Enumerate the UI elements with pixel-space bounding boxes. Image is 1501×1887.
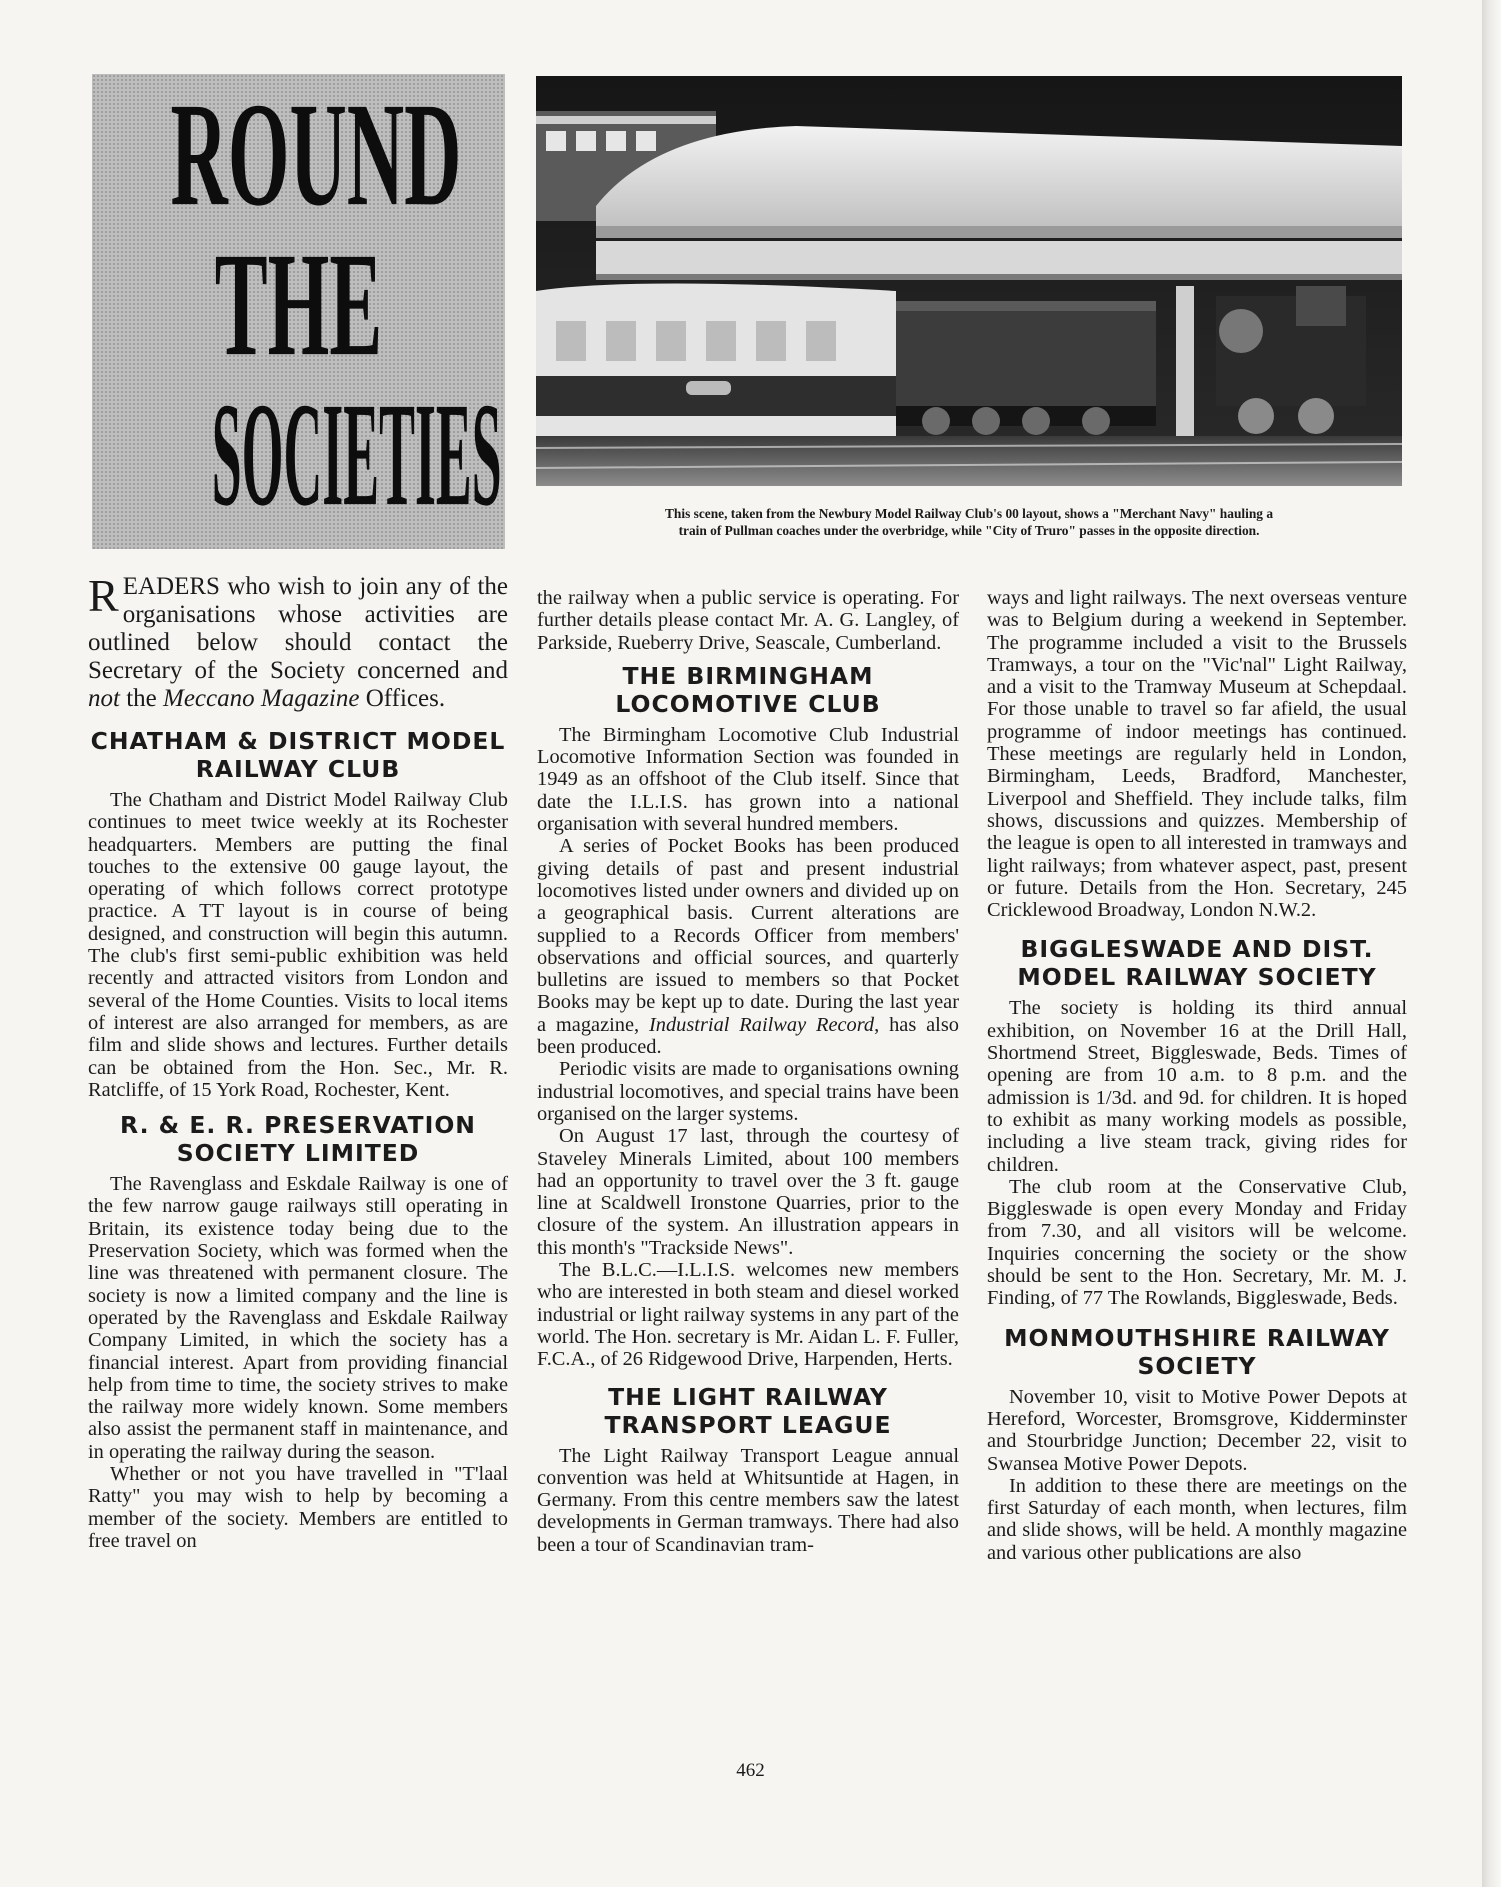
heading-rer: R. & E. R. PRESERVATION SOCIETY LIMITED [120, 1111, 476, 1168]
biggleswade-paragraph-2: The club room at the Conservative Club, Biggleswade is open every Monday and Friday from 7.30, and all visitors will be welcome. Inquiries concerning the society or the show should be sent to the Hon. Secretary, Mr. M. J. Finding, of 77 The Rowlands, Biggleswade, Beds. [987, 1175, 1407, 1310]
monmouthshire-paragraph-2: In addition to these there are meetings on the first Saturday of each month, when lectures, film and slide shows, will be held. A monthly magazine and various other publications are also [987, 1474, 1407, 1564]
birmingham-paragraph-3: Periodic visits are made to organisations owning industrial locomotives, and special trains have been organised on the larger systems. [537, 1058, 959, 1125]
birmingham-paragraph-2 [537, 835, 959, 1058]
birmingham-p2-text-1: A series of Pocket Books has been produced giving details of past and present industrial locomotives listed under owners and divided up on a geographical basis. Current alterations are supplied to a Records Officer from members' observations and official sources, and quarterly bulletins are issued to members so that Pocket Books may be kept up to date. During the last year a magazine, [537, 835, 959, 1036]
heading-lrtl: THE LIGHT RAILWAY TRANSPORT LEAGUE [604, 1382, 892, 1439]
page-number: 462 [736, 1760, 765, 1781]
heading-biggleswade: BIGGLESWADE AND DIST. MODEL RAILWAY SOCIETY [1017, 935, 1377, 992]
chatham-paragraph: The Chatham and District Model Railway Club continues to meet twice weekly at its Rochester headquarters. Members are putting the final touches to the extensive 00 gauge layout, the operating of which follows correct prototype practice. A TT layout is in course of being designed, and construction will begin this autumn. The club's first semi-public exhibition was held recently and attracted visitors from London and several of the Home Counties. Visits to local items of interest are also arranged for members, as are film and slide shows and lectures. Further details can be obtained from the Hon. Sec., Mr. R. Ratcliffe, of 15 York Road, Rochester, Kent. [88, 789, 508, 1101]
train-photo-illustration [536, 76, 1402, 486]
heading-monmouthshire: MONMOUTHSHIRE RAILWAY SOCIETY [1004, 1323, 1390, 1380]
monmouthshire-paragraph-1: November 10, visit to Motive Power Depots at Hereford, Worcester, Bromsgrove, Kidderminster and Stourbridge Junction; December 22, visit to Swansea Motive Power Depots. [987, 1385, 1407, 1475]
birmingham-paragraph-4: On August 17 last, through the courtesy of Staveley Minerals Limited, about 100 members had an opportunity to travel over the 3 ft. gauge line at Scaldwell Ironstone Quarries, prior to the closure of the system. An illustration appears in this month's "Trackside News". [537, 1125, 959, 1259]
train-layout-photo [536, 76, 1402, 486]
rer-paragraph-2: Whether or not you have travelled in "T'laal Ratty" you may wish to help by becoming a member of the society. Members are entitled to free travel on [88, 1463, 508, 1552]
birmingham-paragraph-1: The Birmingham Locomotive Club Industrial Locomotive Information Section was founded in 1949 as an offshoot of the Club itself. Since that date the I.L.I.S. has grown into a national organisation with several hundred members. [537, 723, 959, 836]
lrtl-paragraph-1-continued: ways and light railways. The next overseas venture was to Belgium during a weekend in September. The programme included a visit to the Brussels Tramways, a tour on the "Vic'nal" Light Railway, and a visit to the Tramway Museum at Schepdaal. For those unable to travel so far afield, the usual programme of indoor meetings has continued. These meetings are regularly held in London, Birmingham, Leeds, Bradford, Manchester, Liverpool and Sheffield. They include talks, film shows, discussions and quizzes. Membership of the league is open to all interested in tramways and light railways; from whatever aspect, past, present or future. Details from the Hon. Secretary, 245 Cricklewood Broadway, London N.W.2. [987, 587, 1407, 922]
column-1 [88, 570, 508, 1552]
rer-paragraph-2-continued: the railway when a public service is operating. For further details please contact Mr. A. G. Langley, of Parkside, Rueberry Drive, Seascale, Cumberland. [537, 587, 959, 654]
lrtl-paragraph-1: The Light Railway Transport League annual convention was held at Whitsuntide at Hagen, in Germany. From this centre members saw the latest developments in German tramways. There had also been a tour of Scandinavian tram- [537, 1444, 959, 1556]
title-line-round: ROUND [170, 74, 462, 237]
heading-birmingham: THE BIRMINGHAM LOCOMOTIVE CLUB [615, 661, 881, 718]
intro-paragraph [88, 570, 508, 713]
intro-text-1: EADERS who wish to join any of the organisations whose activities are outlined below should contact the Secretary of the Society concerned and [88, 573, 508, 684]
photo-caption [536, 505, 1402, 539]
birmingham-paragraph-5: The B.L.C.—I.L.I.S. welcomes new members who are interested in both steam and diesel worked industrial or light railway systems in any part of the world. The Hon. secretary is Mr. Aidan L. F. Fuller, F.C.A., of 26 Ridgewood Drive, Harpenden, Herts. [537, 1259, 959, 1371]
intro-emphasis-not: not [88, 685, 120, 712]
title-line-societies: SOCIETIES [211, 371, 502, 537]
intro-text-2: the [119, 685, 163, 712]
page-edge-shadow [1482, 0, 1501, 1887]
caption-line-2: train of Pullman coaches under the overbridge, while "City of Truro" passes in the opposite direction. [678, 523, 1260, 538]
caption-line-1: This scene, taken from the Newbury Model Railway Club's 00 layout, shows a "Merchant Navy" hauling a [664, 506, 1274, 521]
title-line-the: THE [214, 221, 383, 387]
biggleswade-paragraph-1: The society is holding its third annual exhibition, on November 16 at the Drill Hall, Shortmend Street, Biggleswade, Beds. Times of opening are from 10 a.m. to 8 p.m. and the admission is 1/3d. and 9d. for children. It is hoped to exhibit as many working models as possible, including a live steam track, giving rides for children. [987, 997, 1407, 1176]
intro-magazine-name: Meccano Magazine [163, 685, 360, 712]
column-3 [987, 587, 1407, 1564]
birmingham-p2-text-2: , has also been produced. [537, 1013, 959, 1059]
column-2 [537, 587, 959, 1556]
rer-paragraph-1: The Ravenglass and Eskdale Railway is one of the few narrow gauge railways still operating in Britain, its existence today being due to the Preservation Society, which was formed when the line was threatened with permanent closure. The society is now a limited company and the line is operated by the Ravenglass and Eskdale Railway Company Limited, in which the society has a financial interest. Apart from providing financial help from time to time, the society strives to make the railway more widely known. Some members also assist the permanent staff in maintenance, and in operating the railway during the season. [88, 1173, 508, 1463]
drop-cap: R [88, 570, 119, 621]
birmingham-magazine-title: Industrial Railway Record [649, 1013, 875, 1036]
title-block [92, 74, 505, 549]
heading-chatham: CHATHAM & DISTRICT MODEL RAILWAY CLUB [90, 727, 506, 783]
intro-text-3: Offices. [359, 685, 446, 712]
